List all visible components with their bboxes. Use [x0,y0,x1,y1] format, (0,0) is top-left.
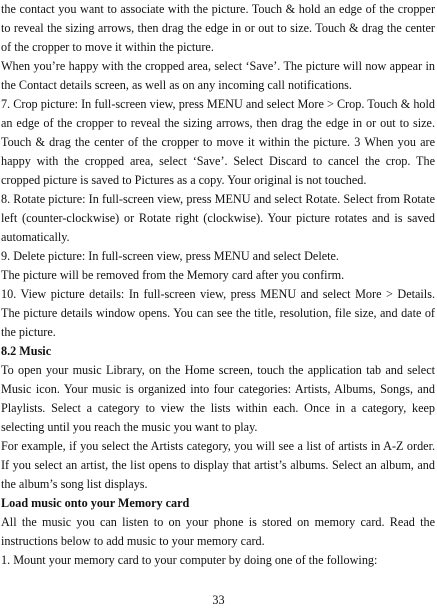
section-heading-music: 8.2 Music [1,344,52,358]
paragraph-open-music-library: To open your music Library, on the Home screen, touch the application tab and select Music icon. Your music is organized into four categories: Artists, Albums, Songs, and Playlists. Select a category to view the lists within each. Once in a category, keep selecting until you reach the music you want to play. [1,363,435,434]
paragraph-delete-picture: 9. Delete picture: In full-screen view, press MENU and select Delete. [1,249,339,263]
subheading-load-music: Load music onto your Memory card [1,496,190,510]
paragraph-save-crop: When you’re happy with the cropped area, select ‘Save’. The picture will now appear in the Contact details screen, as well as on any incoming call notifications. [1,59,435,92]
paragraph-music-example: For example, if you select the Artists category, you will see a list of artists in A-Z order. If you select an artist, the list opens to display that artist’s albums. Select an album, and the album’s song list displays. [1,439,435,491]
document-page [1,0,435,570]
paragraph-delete-confirm: The picture will be removed from the Memory card after you confirm. [1,268,345,282]
paragraph-crop-picture: 7. Crop picture: In full-screen view, press MENU and select More > Crop. Touch & hold an edge of the cropper to reveal the sizing arrows, then drag the edge in or out to size. Touch & drag the center of the cropper to move it within the picture. 3 When you are happy with the cropped area, select ‘Save’. Select Discard to cancel the crop. The cropped picture is saved to Pictures as a copy. Your original is not touched. [1,97,435,187]
paragraph-rotate-picture: 8. Rotate picture: In full-screen view, press MENU and select Rotate. Select from Rotate left (counter-clockwise) or Rotate right (clockwise). Your picture rotates and is saved automatically. [1,192,435,244]
paragraph-music-storage: All the music you can listen to on your phone is stored on memory card. Read the instructions below to add music to your memory card. [1,515,435,548]
page-number: 33 [212,593,225,607]
paragraph-mount-card: 1. Mount your memory card to your computer by doing one of the following: [1,553,378,567]
paragraph-picture-details: 10. View picture details: In full-screen view, press MENU and select More > Details. The picture details window opens. You can see the title, resolution, file size, and date of the picture. [1,287,435,339]
paragraph-crop-instructions: the contact you want to associate with the picture. Touch & hold an edge of the cropper to reveal the sizing arrows, then drag the edge in or out to size. Touch & drag the center of the cropper to move it within the picture. [1,2,435,54]
